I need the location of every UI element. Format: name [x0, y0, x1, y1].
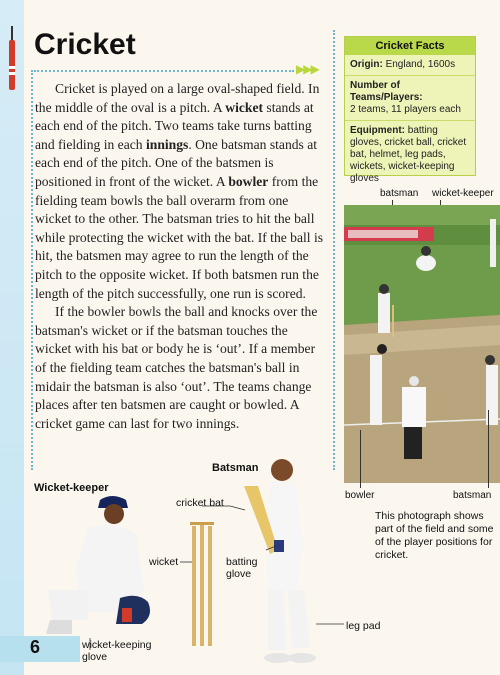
dotted-divider: [31, 70, 33, 470]
page-title: Cricket: [34, 28, 136, 61]
photo-label-bowler: bowler: [345, 490, 375, 501]
teams-label: Number of Teams/Players:: [350, 80, 423, 103]
wicket-stumps: [190, 522, 214, 646]
leader-line: [488, 410, 489, 488]
origin-value: England, 1600s: [385, 59, 456, 70]
cricket-bat-icon: [4, 26, 20, 98]
origin-label: Origin:: [350, 59, 383, 70]
facts-equipment: [345, 121, 475, 189]
equipment-value: batting gloves, cricket ball, cricket bat, helmet, leg pads, wickets, wicket-keeping gloves: [350, 125, 467, 184]
equipment-label: Equipment:: [350, 125, 405, 136]
text-run: from the fielding team bowls the ball overarm from one wicket to the other. The batsman tries to hit the ball while protecting the wicket with the bat. If the ball is hit, the batsmen may agree to run the length of the pitch to the opposite wicket. If both batsmen run the length of the pitch successfully, one run is scored.: [35, 173, 324, 301]
photo-label-batsman: batsman: [380, 188, 419, 199]
photo-caption: This photograph shows part of the field and some of the player positions for cricket.: [375, 510, 494, 561]
text-run: stands at each end of the pitch. Two teams take turns batting and fielding in each: [35, 99, 314, 152]
text-run: If the bowler bowls the ball and knocks over the batsman's wicket or if the batsman touches the wicket with his bat or body he is ‘out’. If a member of the fielding team catches the batsman's ball in midair the batsman is also ‘out’. The teams change places after ten batsmen are caught or bowled. A cricket game can last for two innings.: [35, 304, 318, 431]
wicket-keeper-title: Wicket-keeper: [34, 482, 109, 494]
label-wicket-keeping-glove: wicket-keeping glove: [82, 639, 152, 663]
bold-term: wicket: [225, 99, 264, 115]
article-body: [35, 80, 327, 433]
label-wicket: wicket: [149, 556, 179, 568]
photo-label-wicket-keeper: wicket-keeper: [432, 188, 494, 199]
teams-value: 2 teams, 11 players each: [350, 104, 461, 115]
batsman-title: Batsman: [212, 462, 259, 474]
dotted-divider: [34, 70, 294, 72]
bold-term: innings: [145, 136, 189, 152]
label-cricket-bat: cricket bat: [176, 497, 224, 509]
label-batting-glove: batting glove: [226, 556, 258, 580]
dotted-divider: [333, 30, 335, 470]
wicket-keeper-figure: [46, 496, 150, 634]
batsman-figure: [244, 459, 316, 663]
body-paragraph: [35, 303, 327, 433]
label-leg-pad: leg pad: [346, 620, 381, 632]
facts-origin: [345, 55, 475, 76]
text-run: Cricket is played on a large oval-shaped field. In the middle of the oval is a pitch. A: [35, 81, 320, 115]
facts-teams: [345, 76, 475, 121]
page-number: 6: [30, 637, 41, 657]
player-figures-illustration: [30, 440, 370, 675]
body-paragraph: [35, 80, 327, 303]
left-color-band: [0, 0, 24, 675]
text-run: . One batsman stands at each end of the pitch. One of the batsmen is positioned in front of the wicket. A: [35, 136, 318, 189]
photo-label-batsman-bottom: batsman: [453, 490, 492, 501]
bold-term: bowler: [228, 173, 269, 189]
facts-heading: Cricket Facts: [345, 37, 475, 55]
arrow-decoration-icon: ▶▶▶: [296, 62, 318, 76]
cricket-facts-box: [344, 36, 476, 184]
